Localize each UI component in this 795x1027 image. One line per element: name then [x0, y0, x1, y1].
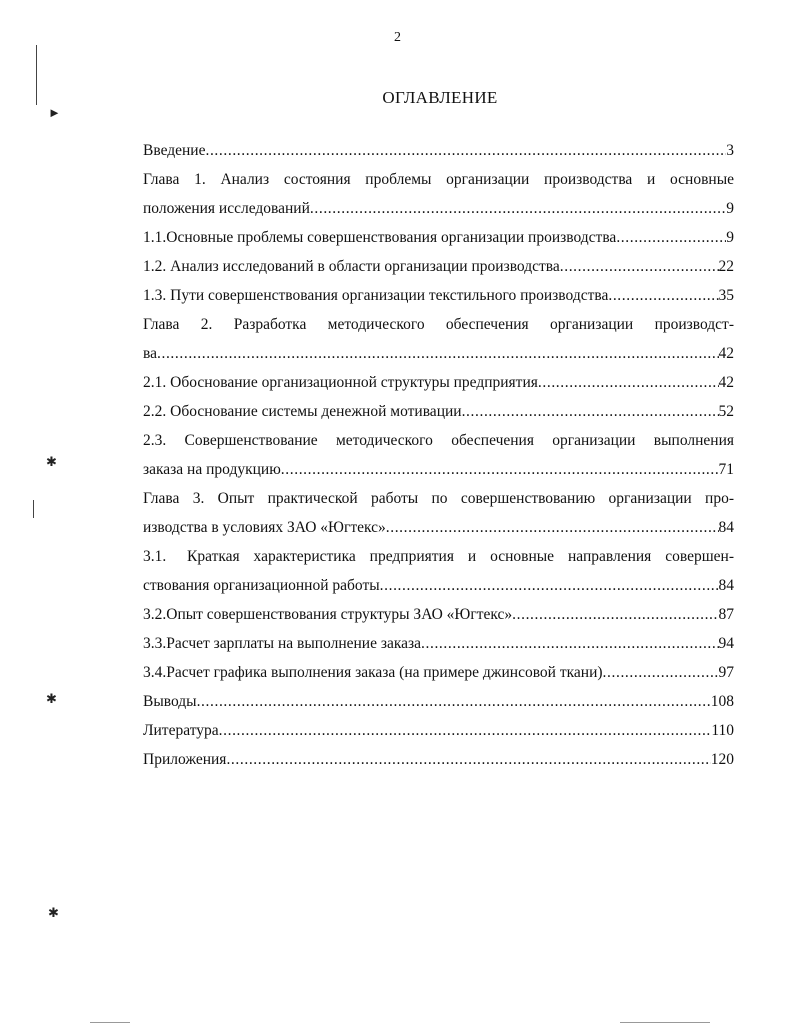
toc-entry	[143, 629, 734, 658]
toc-entry	[143, 687, 734, 716]
binding-hole-mark: ✱	[48, 905, 59, 920]
binding-hole-mark: ✱	[46, 691, 57, 706]
toc-entry-page: 52	[718, 403, 734, 420]
table-of-contents	[143, 136, 734, 774]
toc-entry-title: Литература	[143, 722, 219, 739]
toc-entry-number: 3.2.	[143, 606, 167, 623]
toc-entry-title: 2.1. Обоснование организационной структуры предприятия	[143, 374, 538, 391]
toc-entry	[143, 194, 734, 223]
toc-entry	[143, 223, 734, 252]
leader-dots	[538, 368, 719, 397]
leader-dots	[512, 600, 718, 629]
toc-entry-page: 22	[718, 258, 734, 275]
toc-entry-title: заказа на продукцию	[143, 461, 281, 478]
toc-entry-title: Приложения	[143, 751, 227, 768]
toc-entry-page: 84	[718, 577, 734, 594]
toc-entry-title: Опыт совершенствования структуры ЗАО «Югтекс»	[166, 606, 513, 623]
toc-entry-number: 3.4.	[143, 664, 167, 681]
toc-entry-title: 1.3. Пути совершенствования организации текстильного производства	[143, 287, 609, 304]
toc-entry-number: 3.3.	[143, 635, 167, 652]
leader-dots	[560, 252, 719, 281]
toc-entry-page: 87	[718, 606, 734, 623]
leader-dots	[603, 658, 719, 687]
leader-dots	[380, 571, 719, 600]
toc-entry-line	[143, 542, 734, 571]
toc-entry-title: Расчет графика выполнения заказа (на примере джинсовой ткани)	[166, 664, 603, 681]
toc-entry	[143, 513, 734, 542]
toc-entry-title: положения исследований	[143, 200, 310, 217]
scan-edge-line	[33, 500, 34, 518]
toc-entry	[143, 368, 734, 397]
leader-dots	[281, 455, 719, 484]
toc-entry-page: 9	[726, 200, 734, 217]
leader-dots	[157, 339, 719, 368]
toc-entry-page: 84	[718, 519, 734, 536]
toc-entry-page: 110	[711, 722, 734, 739]
page-title: ОГЛАВЛЕНИЕ	[382, 88, 498, 107]
toc-entry-page: 9	[726, 229, 734, 246]
toc-entry	[143, 716, 734, 745]
toc-entry-page: 42	[718, 345, 734, 362]
toc-entry-title: 2.2. Обоснование системы денежной мотивации	[143, 403, 462, 420]
toc-entry-page: 35	[718, 287, 734, 304]
toc-entry-title: Краткая характеристика предприятия и основные направления совершен-	[187, 548, 734, 565]
toc-entry-title: Основные проблемы совершенствования организации производства	[166, 229, 617, 246]
page-number: 2	[394, 30, 401, 45]
toc-entry-line: Глава 3. Опыт практической работы по совершенствованию организации про-	[143, 490, 734, 507]
leader-dots	[386, 513, 719, 542]
toc-entry	[143, 397, 734, 426]
leader-dots	[310, 194, 726, 223]
leader-dots	[608, 281, 718, 310]
toc-entry-page: 94	[718, 635, 734, 652]
toc-entry	[143, 339, 734, 368]
toc-entry-page: 42	[718, 374, 734, 391]
toc-entry-title: 1.2. Анализ исследований в области организации производства	[143, 258, 560, 275]
toc-entry-title: ствования организационной работы	[143, 577, 380, 594]
toc-entry-page: 3	[726, 142, 734, 159]
toc-entry-page: 120	[710, 751, 734, 768]
leader-dots	[205, 136, 726, 165]
toc-entry-page: 108	[710, 693, 734, 710]
binding-hole-mark: ►	[48, 105, 61, 120]
toc-entry-title: Введение	[143, 142, 206, 159]
toc-entry-number: 1.1.	[143, 229, 167, 246]
toc-entry-title: ва	[143, 345, 157, 362]
toc-entry-title: Выводы	[143, 693, 197, 710]
toc-entry-number: 3.1.	[143, 548, 167, 565]
leader-dots	[219, 716, 712, 745]
toc-entry-title: изводства в условиях ЗАО «Югтекс»	[143, 519, 386, 536]
toc-entry	[143, 571, 734, 600]
toc-entry	[143, 455, 734, 484]
scan-edge-line	[620, 1022, 710, 1023]
toc-entry	[143, 658, 734, 687]
leader-dots	[421, 629, 718, 658]
toc-entry	[143, 281, 734, 310]
binding-hole-mark: ✱	[46, 454, 57, 469]
toc-entry-line: 2.3. Совершенствование методического обеспечения организации выполнения	[143, 432, 734, 449]
toc-entry	[143, 252, 734, 281]
toc-entry-line: Глава 1. Анализ состояния проблемы организации производства и основные	[143, 171, 734, 188]
scan-edge-line	[90, 1022, 130, 1023]
scan-edge-line	[36, 45, 37, 105]
leader-dots	[226, 745, 710, 774]
leader-dots	[462, 397, 719, 426]
toc-entry-page: 97	[718, 664, 734, 681]
toc-entry	[143, 600, 734, 629]
toc-entry-title: Расчет зарплаты на выполнение заказа	[166, 635, 422, 652]
leader-dots	[197, 687, 711, 716]
leader-dots	[616, 223, 726, 252]
toc-entry	[143, 745, 734, 774]
toc-entry-page: 71	[718, 461, 734, 478]
toc-entry-line: Глава 2. Разработка методического обеспечения организации производст-	[143, 316, 734, 333]
toc-entry	[143, 136, 734, 165]
